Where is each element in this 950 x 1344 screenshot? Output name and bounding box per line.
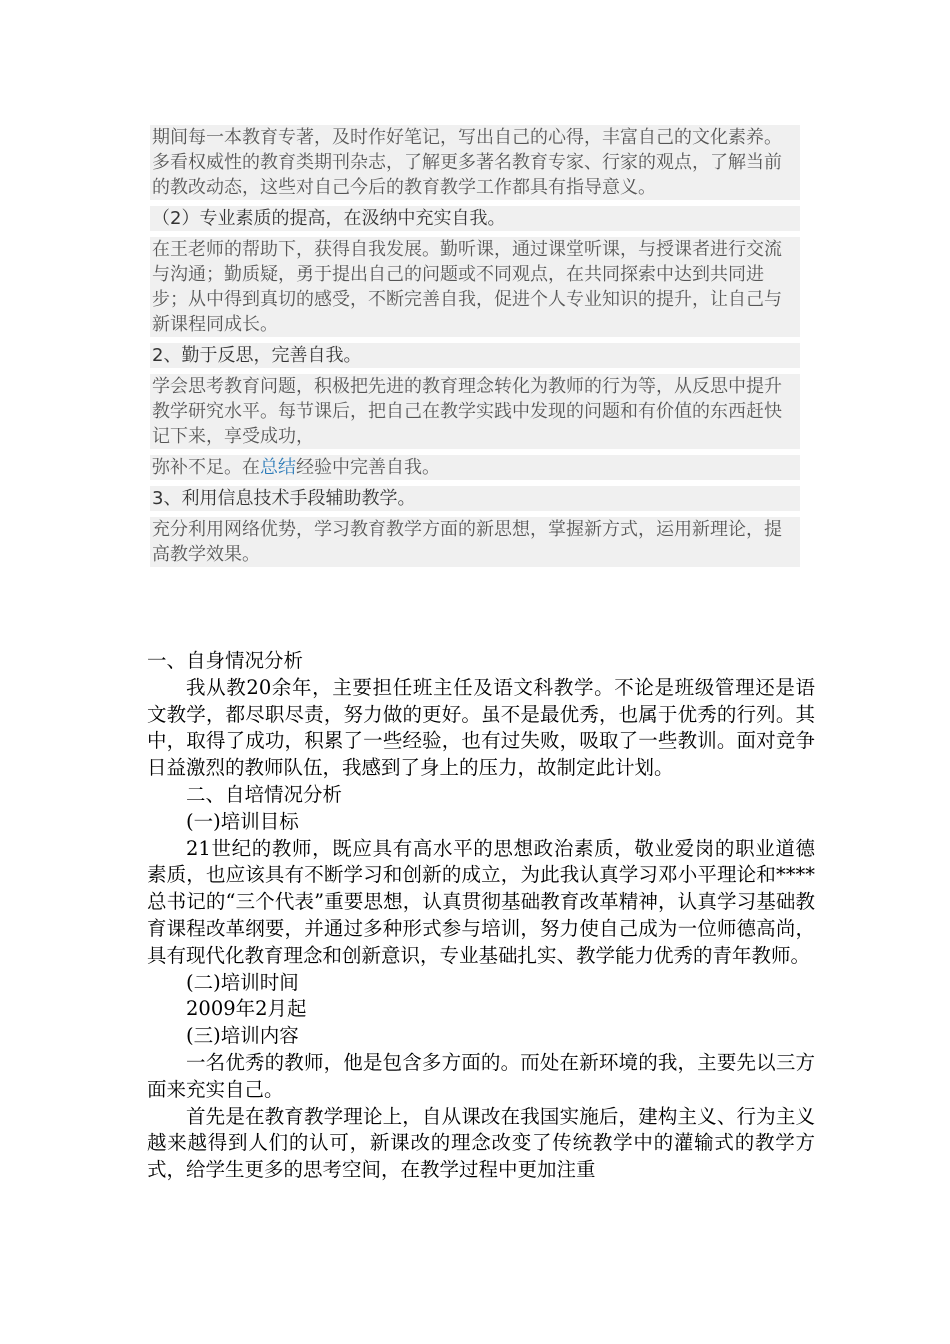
excerpt-paragraph-3: 学会思考教育问题，积极把先进的教育理念转化为教师的行为等，从反思中提升教学研究水平。每节课后，把自己在教学实践中发现的问题和有价值的东西赶快记下来，享受成功，: [152, 376, 782, 447]
excerpt-paragraph-2: 在王老师的帮助下，获得自我发展。勤听课，通过课堂听课，与授课者进行交流与沟通；勤质疑，勇于提出自己的问题或不同观点，在共同探索中达到共同进步；从中得到真切的感受，不断完善自我，促进个人专业知识的提升，让自己与新课程同成长。: [152, 239, 782, 335]
subsection-3-body-2: 首先是在教育教学理论上，自从课改在我国实施后，建构主义、行为主义越来越得到人们的认可，新课改的理念改变了传统教学中的灌输式的教学方式，给学生更多的思考空间，在教学过程中更加注重: [147, 1104, 815, 1182]
excerpt-paragraph-5: 充分利用网络优势，学习教育教学方面的新思想，掌握新方式，运用新理论，提高教学效果。: [152, 519, 782, 565]
subsection-3-title: (三)培训内容: [186, 1024, 299, 1048]
subsection-1-title: (一)培训目标: [186, 809, 299, 833]
excerpt-heading-4: 3、利用信息技术手段辅助教学。: [152, 488, 416, 509]
excerpt-heading-2: （2）专业素质的提高，在汲纳中充实自我。: [152, 208, 506, 229]
subsection-2-title: (二)培训时间: [186, 970, 299, 994]
section-2-title: 二、自培情况分析: [186, 782, 343, 806]
excerpt-box: [150, 125, 800, 567]
section-1-body: 我从教20余年，主要担任班主任及语文科教学。不论是班级管理还是语文教学，都尽职尽责，努力做的更好。虽不是最优秀，也属于优秀的行列。其中，取得了成功，积累了一些经验，也有过失败，吸取了一些教训。面对竞争日益激烈的教师队伍，我感到了身上的压力，故制定此计划。: [147, 675, 815, 780]
document-body: [147, 648, 815, 1184]
subsection-3-body-1: 一名优秀的教师，他是包含多方面的。而处在新环境的我，主要先以三方面来充实自己。: [147, 1050, 815, 1101]
section-1-title: 一、自身情况分析: [147, 649, 304, 672]
subsection-1-body: 21世纪的教师，既应具有高水平的思想政治素质，敬业爱岗的职业道德素质，也应该具有不断学习和创新的成立，为此我认真学习邓小平理论和****总书记的“三个代表”重要思想，认真贯彻基础教育改革精神，认真学习基础教育课程改革纲要，并通过多种形式参与培训，努力使自己成为一位师德高尚，具有现代化教育理念和创新意识，专业基础扎实、教学能力优秀的青年教师。: [147, 836, 815, 967]
excerpt-heading-3: 2、勤于反思，完善自我。: [152, 345, 362, 366]
subsection-2-body: 2009年2月起: [186, 997, 307, 1021]
excerpt-paragraph-1: 期间每一本教育专著，及时作好笔记，写出自己的心得，丰富自己的文化素养。多看权威性的教育类期刊杂志，了解更多著名教育专家、行家的观点，了解当前的教改动态，这些对自己今后的教育教学工作都具有指导意义。: [152, 127, 782, 198]
excerpt-paragraph-4: 弥补不足。在总结经验中完善自我。: [152, 457, 440, 478]
summary-link[interactable]: 总结: [260, 457, 296, 478]
